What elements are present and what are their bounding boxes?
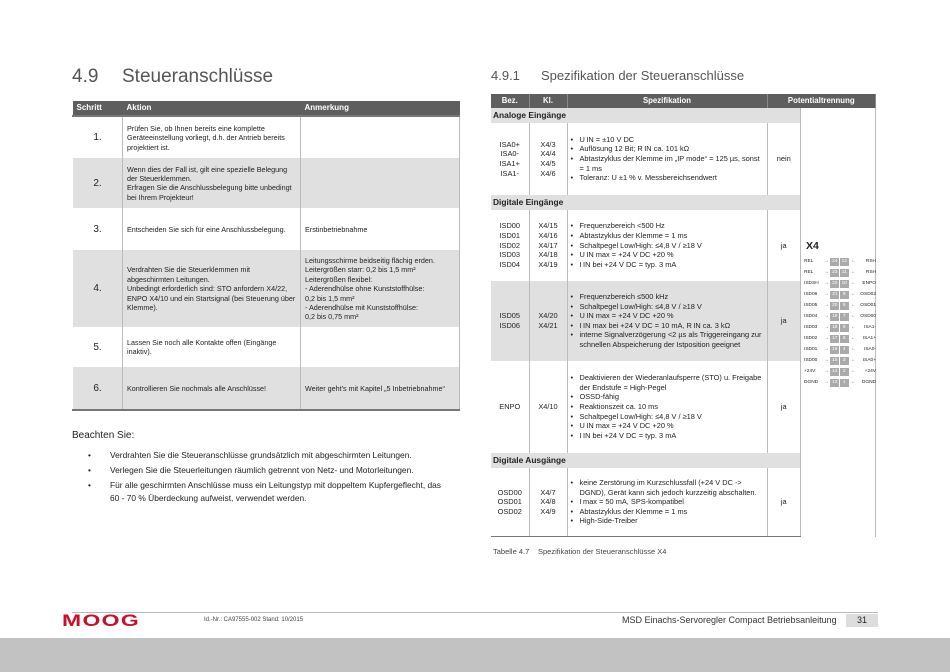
arrow-right-icon: → bbox=[824, 336, 830, 341]
section-title: Steueranschlüsse bbox=[122, 66, 274, 87]
spec-item: • I IN bei +24 V DC = typ. 3 mA bbox=[571, 260, 764, 270]
spec-cell bbox=[567, 281, 767, 361]
x4-right-label: OSD01 bbox=[860, 303, 876, 308]
x4-pin-left: 24 bbox=[832, 258, 838, 264]
x4-pin-right: 2 bbox=[840, 368, 849, 376]
section-number: 4.9 bbox=[72, 66, 99, 87]
section-row bbox=[491, 108, 876, 123]
spec-cell bbox=[567, 123, 767, 195]
notes-heading: Beachten Sie: bbox=[72, 430, 135, 441]
spec-item: • Schaltpegel Low/High: ≤4,8 V / ≥18 V bbox=[571, 302, 764, 312]
spec-item: • Abtastzyklus der Klemme im „IP mode“ = 125 µs, sonst = 1 ms bbox=[571, 154, 764, 173]
col-header-kl: Kl. bbox=[529, 94, 567, 108]
step-number: 3. bbox=[73, 208, 123, 250]
table-row bbox=[73, 116, 460, 158]
footer-divider bbox=[72, 612, 878, 613]
x4-right-label: +24V bbox=[864, 369, 876, 374]
page-number: 31 bbox=[846, 614, 878, 627]
col-header-pot: Potentialtrennung bbox=[767, 94, 876, 108]
step-number: 4. bbox=[73, 250, 123, 327]
arrow-right-icon: → bbox=[824, 281, 830, 286]
pot-cell: ja bbox=[767, 468, 801, 537]
pot-cell: ja bbox=[767, 361, 801, 453]
spec-item: • Deaktivieren der Wiederanlaufsperre (STO) u. Freigabe der Endstufe = High-Pegel bbox=[571, 373, 764, 392]
x4-pin-left: 13 bbox=[832, 379, 838, 385]
step-number: 6. bbox=[73, 367, 123, 410]
x4-right-label: ISA0- bbox=[864, 347, 876, 352]
caption-text: Spezifikation der Steueranschlüsse X4 bbox=[538, 547, 667, 556]
step-note: Weiter geht's mit Kapitel „5 Inbetriebnahme“ bbox=[301, 367, 460, 410]
x4-pin-left: 17 bbox=[832, 335, 838, 341]
spec-item: • Frequenzbereich <500 Hz bbox=[571, 221, 764, 231]
spec-item: • Abtastzyklus der Klemme = 1 ms bbox=[571, 231, 764, 241]
step-number: 5. bbox=[73, 327, 123, 367]
x4-pin-left: 20 bbox=[832, 302, 838, 308]
step-action: Verdrahten Sie die Steuerklemmen mit abgeschirmten Leitungen. Unbedingt erforderlich sind: STO anfordern X4/22, ENPO X4/10 und ein Startsignal (bei Steuerung über Klemme). bbox=[123, 250, 301, 327]
step-note bbox=[301, 327, 460, 367]
x4-pin-left: 21 bbox=[832, 291, 838, 297]
spec-item: • keine Zerstörung im Kurzschlussfall (+24 V DC -> DGND), Gerät kann sich jedoch kurzzeitig abschalten. bbox=[571, 478, 764, 497]
x4-pin-right: 1 bbox=[840, 379, 849, 387]
table-row bbox=[73, 158, 460, 208]
col-header-step: Schritt bbox=[73, 101, 123, 116]
x4-pin-right: 5 bbox=[840, 335, 849, 343]
arrow-right-icon: → bbox=[824, 369, 830, 374]
step-note bbox=[301, 158, 460, 208]
bez-cell: ISD00 ISD01 ISD02 ISD03 ISD04 bbox=[491, 210, 529, 281]
x4-pin-right: 4 bbox=[840, 346, 849, 354]
x4-pin-row bbox=[804, 300, 876, 311]
x4-right-label: ISA1- bbox=[864, 325, 876, 330]
section-digital-inputs: Digitale Eingänge bbox=[491, 195, 801, 210]
pot-cell: nein bbox=[767, 123, 801, 195]
caption-number: Tabelle 4.7 bbox=[493, 547, 530, 556]
notes-list bbox=[88, 449, 448, 507]
x4-right-label: RSH bbox=[865, 270, 876, 275]
arrow-left-icon: ← bbox=[850, 259, 856, 264]
subsection-number: 4.9.1 bbox=[491, 68, 520, 83]
arrow-left-icon: ← bbox=[850, 325, 856, 330]
x4-pin-right: 12 bbox=[841, 258, 847, 264]
arrow-right-icon: → bbox=[824, 270, 830, 275]
kl-cell: X4/7 X4/8 X4/9 bbox=[529, 468, 567, 537]
step-action: Entscheiden Sie sich für eine Anschlussbelegung. bbox=[123, 208, 301, 250]
footer-band bbox=[0, 638, 950, 672]
arrow-left-icon: ← bbox=[850, 314, 856, 319]
step-action: Wenn dies der Fall ist, gilt eine spezielle Belegung der Steuerklemmen. Erfragen Sie die Anschlussbelegung bitte unbedingt bei Ihrem Projekteur! bbox=[123, 158, 301, 208]
x4-left-label: ISD06 bbox=[804, 292, 818, 297]
step-note: Erstinbetriebnahme bbox=[301, 208, 460, 250]
spec-cell bbox=[567, 210, 767, 281]
table-row bbox=[73, 208, 460, 250]
step-action: Lassen Sie noch alle Kontakte offen (Eingänge inaktiv). bbox=[123, 327, 301, 367]
x4-pin-right: 9 bbox=[840, 291, 849, 299]
pot-cell: ja bbox=[767, 281, 801, 361]
list-item: • Für alle geschirmten Anschlüsse muss ein Leitungstyp mit doppeltem Kupfergeflecht, das 60 - 70 % Überdeckung aufweist, verwendet werden. bbox=[88, 479, 448, 503]
spec-cell bbox=[567, 361, 767, 453]
subsection-title: Spezifikation der Steueranschlüsse bbox=[541, 68, 745, 83]
x4-right-label: RSH bbox=[865, 259, 876, 264]
x4-left-label: ISD05 bbox=[804, 303, 818, 308]
section-analog-inputs: Analoge Eingänge bbox=[491, 108, 801, 123]
arrow-left-icon: ← bbox=[850, 380, 856, 385]
arrow-left-icon: ← bbox=[850, 270, 856, 275]
spec-item: • Reaktionszeit ca. 10 ms bbox=[571, 402, 764, 412]
spec-item: • I IN max bei +24 V DC = 10 mA, R IN ca. 3 kΩ bbox=[571, 321, 764, 331]
x4-right-label: OSD02 bbox=[860, 292, 876, 297]
document-id: Id.-Nr.: CA97555-002 Stand: 10/2015 bbox=[204, 617, 304, 623]
x4-pin-left: 15 bbox=[832, 357, 838, 363]
spec-item: • U IN max = +24 V DC +20 % bbox=[571, 421, 764, 431]
x4-right-label: ISA0+ bbox=[862, 358, 876, 363]
arrow-right-icon: → bbox=[824, 325, 830, 330]
x4-right-label: ENPO bbox=[862, 281, 876, 286]
arrow-right-icon: → bbox=[824, 380, 830, 385]
spec-item: • Toleranz: U ±1 % v. Messbereichsendwert bbox=[571, 173, 764, 183]
x4-pin-row bbox=[804, 377, 876, 388]
spec-item: • I IN bei +24 V DC = typ. 3 mA bbox=[571, 431, 764, 441]
bez-cell: ISD05 ISD06 bbox=[491, 281, 529, 361]
x4-pin-row bbox=[804, 267, 876, 278]
step-note bbox=[301, 116, 460, 158]
pot-cell: ja bbox=[767, 210, 801, 281]
arrow-left-icon: ← bbox=[850, 292, 856, 297]
step-number: 2. bbox=[73, 158, 123, 208]
x4-title: X4 bbox=[806, 240, 819, 252]
steps-table bbox=[72, 101, 460, 411]
x4-pin-row bbox=[804, 344, 876, 355]
col-header-note: Anmerkung bbox=[301, 101, 460, 116]
col-header-action: Aktion bbox=[123, 101, 301, 116]
arrow-right-icon: → bbox=[824, 259, 830, 264]
x4-connector-diagram bbox=[804, 240, 876, 388]
arrow-right-icon: → bbox=[824, 314, 830, 319]
x4-right-label: DGND bbox=[861, 380, 876, 385]
spec-item: • OSSD-fähig bbox=[571, 392, 764, 402]
x4-pin-left: 14 bbox=[832, 368, 838, 374]
x4-pin-row bbox=[804, 278, 876, 289]
x4-pin-row bbox=[804, 322, 876, 333]
kl-cell: X4/15 X4/16 X4/17 X4/18 X4/19 bbox=[529, 210, 567, 281]
step-note: Leitungsschirme beidseitig flächig erden. Leitergrößen starr: 0,2 bis 1,5 mm² Leitergrößen flexibel: - Aderendhülse ohne Kunststoffhülse: 0,2 bis 1,5 mm² - Aderendhülse mit Kunststoffhülse: 0,2 bis 0,75 mm² bbox=[301, 250, 460, 327]
bez-cell: OSD00 OSD01 OSD02 bbox=[491, 468, 529, 537]
table-row bbox=[73, 367, 460, 410]
arrow-left-icon: ← bbox=[850, 369, 856, 374]
section-heading bbox=[72, 66, 273, 88]
spec-item: • Abtastzyklus der Klemme = 1 ms bbox=[571, 507, 764, 517]
spec-item: • Auflösung 12 Bit; R IN ca. 101 kΩ bbox=[571, 144, 764, 154]
arrow-left-icon: ← bbox=[850, 347, 856, 352]
x4-pin-left: 23 bbox=[832, 269, 838, 275]
x4-left-label: ISD04 bbox=[804, 314, 818, 319]
spec-item: • U IN max = +24 V DC +20 % bbox=[571, 311, 764, 321]
x4-right-label: OSD00 bbox=[860, 314, 876, 319]
x4-pin-right: 6 bbox=[840, 324, 849, 332]
step-number: 1. bbox=[73, 116, 123, 158]
x4-pin-row bbox=[804, 289, 876, 300]
arrow-left-icon: ← bbox=[850, 281, 856, 286]
bez-cell: ISA0+ ISA0- ISA1+ ISA1- bbox=[491, 123, 529, 195]
arrow-right-icon: → bbox=[824, 292, 830, 297]
table-row bbox=[73, 250, 460, 327]
table-row bbox=[73, 327, 460, 367]
spec-item: • U IN max = +24 V DC +20 % bbox=[571, 250, 764, 260]
arrow-left-icon: ← bbox=[850, 336, 856, 341]
x4-left-label: DGND bbox=[804, 380, 819, 385]
x4-left-label: ISDSH bbox=[804, 281, 819, 286]
subsection-heading bbox=[491, 68, 744, 83]
x4-pin-right: 8 bbox=[840, 302, 849, 310]
x4-pin-row bbox=[804, 333, 876, 344]
step-action: Kontrollieren Sie nochmals alle Anschlüsse! bbox=[123, 367, 301, 410]
arrow-right-icon: → bbox=[824, 347, 830, 352]
spec-item: • interne Signalverzögerung <2 µs als Triggereingang zur schnellen Abspeicherung der Istposition geeignet bbox=[571, 330, 764, 349]
x4-pin-right: 10 bbox=[841, 280, 847, 286]
x4-pin-row bbox=[804, 311, 876, 322]
x4-pin-row bbox=[804, 256, 876, 267]
x4-pin-row bbox=[804, 355, 876, 366]
x4-pin-left: 22 bbox=[832, 280, 838, 286]
arrow-left-icon: ← bbox=[850, 303, 856, 308]
x4-left-label: +24V bbox=[804, 369, 816, 374]
kl-cell: X4/3 X4/4 X4/5 X4/6 bbox=[529, 123, 567, 195]
x4-left-label: REL bbox=[804, 259, 814, 264]
x4-left-label: ISD02 bbox=[804, 336, 818, 341]
x4-pin-right: 7 bbox=[840, 313, 849, 321]
bez-cell: ENPO bbox=[491, 361, 529, 453]
kl-cell: X4/10 bbox=[529, 361, 567, 453]
spec-item: • U IN = ±10 V DC bbox=[571, 135, 764, 145]
x4-left-label: ISD00 bbox=[804, 358, 818, 363]
section-digital-outputs: Digitale Ausgänge bbox=[491, 453, 801, 468]
x4-left-label: REL bbox=[804, 270, 814, 275]
step-action: Prüfen Sie, ob Ihnen bereits eine komplette Geräteeinstellung vorliegt, d.h. der Antrieb bereits projektiert ist. bbox=[123, 116, 301, 158]
x4-pin-left: 19 bbox=[832, 313, 838, 319]
x4-right-label: ISA1+ bbox=[862, 336, 876, 341]
spec-item: • I max = 50 mA, SPS-kompatibel bbox=[571, 497, 764, 507]
arrow-right-icon: → bbox=[824, 358, 830, 363]
col-header-spec: Spezifikation bbox=[567, 94, 767, 108]
x4-pin-left: 18 bbox=[832, 324, 838, 330]
list-item: • Verlegen Sie die Steuerleitungen räumlich getrennt von Netz- und Motorleitungen. bbox=[88, 464, 448, 476]
kl-cell: X4/20 X4/21 bbox=[529, 281, 567, 361]
list-item: • Verdrahten Sie die Steueranschlüsse grundsätzlich mit abgeschirmten Leitungen. bbox=[88, 449, 448, 461]
spec-item: • Frequenzbereich ≤500 kHz bbox=[571, 292, 764, 302]
x4-pin-left: 16 bbox=[832, 346, 838, 352]
spec-item: • High-Side-Treiber bbox=[571, 516, 764, 526]
x4-left-label: ISD03 bbox=[804, 325, 818, 330]
spec-item: • Schaltpegel Low/High: ≤4,8 V / ≥18 V bbox=[571, 412, 764, 422]
spec-cell bbox=[567, 468, 767, 537]
x4-pin-right: 3 bbox=[840, 357, 849, 365]
arrow-left-icon: ← bbox=[850, 358, 856, 363]
arrow-right-icon: → bbox=[824, 303, 830, 308]
x4-pin-right: 11 bbox=[841, 269, 847, 275]
table-caption bbox=[493, 547, 666, 556]
spec-item: • Schaltpegel Low/High: ≤4,8 V / ≥18 V bbox=[571, 241, 764, 251]
manual-title: MSD Einachs-Servoregler Compact Betriebsanleitung bbox=[622, 615, 837, 625]
x4-left-label: ISD01 bbox=[804, 347, 818, 352]
col-header-bez: Bez. bbox=[491, 94, 529, 108]
x4-pin-row bbox=[804, 366, 876, 377]
moog-logo: MOOG bbox=[62, 611, 141, 630]
